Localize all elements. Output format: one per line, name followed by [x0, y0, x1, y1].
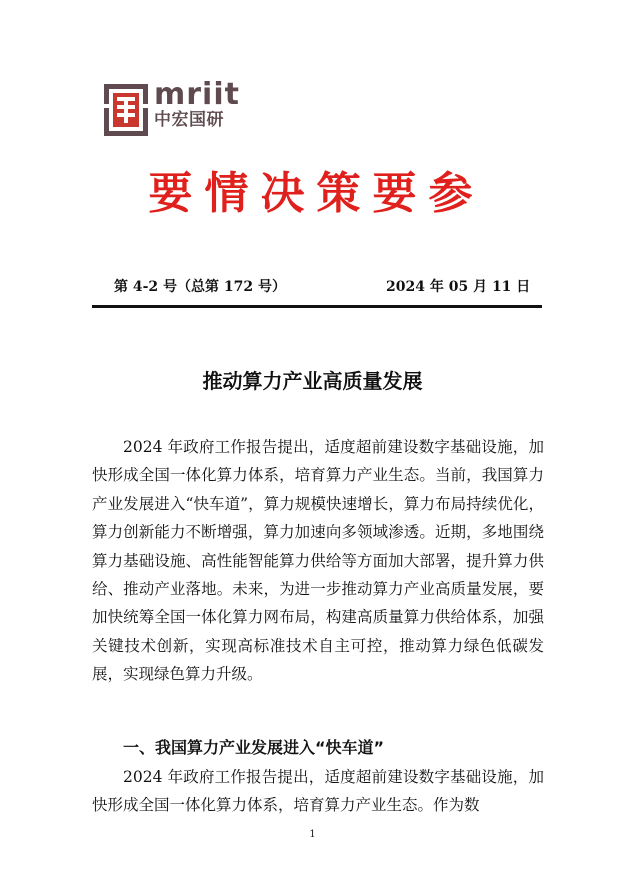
logo-text-cn: 中宏国研 — [154, 110, 224, 130]
article-title: 推动算力产业高质量发展 — [202, 369, 423, 393]
issue-date: 2024 年 05 月 11 日 — [386, 279, 531, 295]
issue-number: 第 4-2 号（总第 172 号） — [114, 279, 287, 295]
issue-info-row — [92, 276, 542, 298]
page-number: 1 — [309, 829, 316, 840]
section-heading: 一、我国算力产业发展进入“快车道” — [123, 738, 385, 757]
intro-paragraph: 2024 年政府工作报告提出，适度超前建设数字基础设施，加快形成全国一体化算力体系，培育算力产业生态。当前，我国算力产业发展进入“快车道”，算力规模快速增长，算力布局持续优化，算力创新能力不断增强，算力加速向多领域渗透。近期，多地围绕算力基础设施、高性能智能算力供给等方面加大部署，提升算力供给、推动产业落地。未来，为进一步推动算力产业高质量发展，要加快统筹全国一体化算力网布局，构建高质量算力供给体系，加强关键技术创新，实现高标准技术自主可控，推动算力绿色低碳发展，实现绿色算力升级。 — [92, 438, 544, 684]
publisher-logo — [104, 77, 244, 138]
mriit-logo-icon — [104, 84, 148, 136]
section-paragraph: 2024 年政府工作报告提出，适度超前建设数字基础设施，加快形成全国一体化算力体系，培育算力产业生态。作为数 — [92, 768, 544, 815]
logo-text-en: mriit — [154, 77, 240, 112]
header-divider — [92, 305, 542, 308]
publication-banner-title: 要情决策要参 — [148, 168, 485, 219]
